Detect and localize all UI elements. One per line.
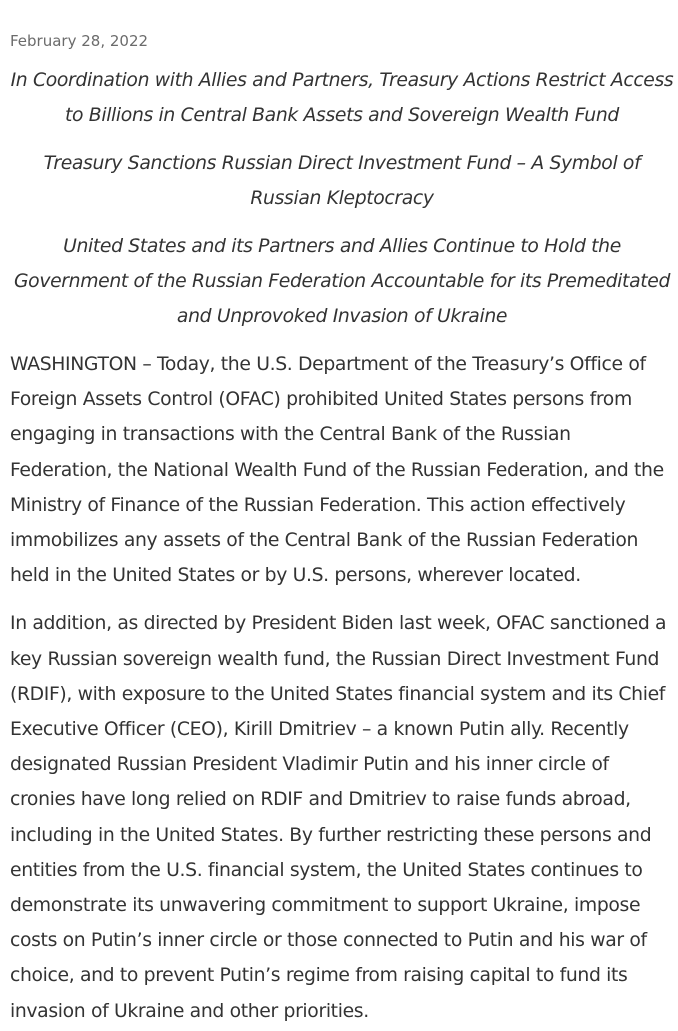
subhead-central-bank-assets: In Coordination with Allies and Partners, Treasury Actions Restrict Access to Billions in Central Bank Assets and Sovereign Wealth Fund	[10, 70, 674, 126]
release-date: February 28, 2022	[10, 32, 149, 50]
subhead-accountability: United States and its Partners and Allies Continue to Hold the Government of the Russian Federation Accountable for its Premeditated and Unprovoked Invasion of Ukraine	[13, 236, 671, 327]
subhead-rdif-sanctions: Treasury Sanctions Russian Direct Investment Fund – A Symbol of Russian Kleptocracy	[43, 153, 641, 209]
body-paragraph-washington: WASHINGTON – Today, the U.S. Department of the Treasury’s Office of Foreign Assets Control (OFAC) prohibited United States persons from engaging in transactions with the Central Bank of the Russian Federation, the National Wealth Fund of the Russian Federation, and the Ministry of Finance of the Russian Federation. This action effectively immobilizes any assets of the Central Bank of the Russian Federation held in the United States or by U.S. persons, wherever located.	[10, 354, 664, 587]
body-paragraph-rdif: In addition, as directed by President Biden last week, OFAC sanctioned a key Russian sovereign wealth fund, the Russian Direct Investment Fund (RDIF), with exposure to the United States financial system and its Chief Executive Officer (CEO), Kirill Dmitriev – a known Putin ally. Recently designated Russian President Vladimir Putin and his inner circle of cronies have long relied on RDIF and Dmitriev to raise funds abroad, including in the United States. By further restricting these persons and entities from the U.S. financial system, the United States continues to demonstrate its unwavering commitment to support Ukraine, impose costs on Putin’s inner circle or those connected to Putin and his war of choice, and to prevent Putin’s regime from raising capital to fund its invasion of Ukraine and other priorities.	[10, 613, 667, 1022]
